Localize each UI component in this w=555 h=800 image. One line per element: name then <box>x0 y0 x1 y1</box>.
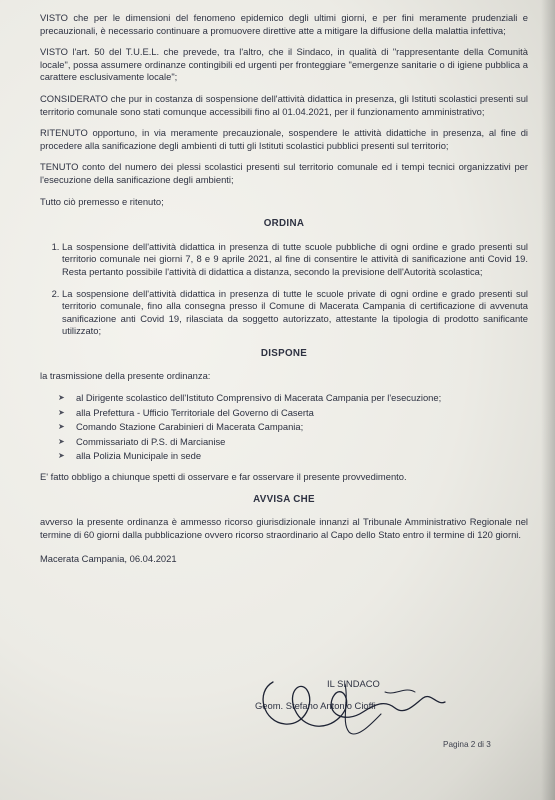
ordina-item-2: 2. La sospensione dell'attività didattica in presenza di tutte le scuole private di ogni ordine e grado presenti sul territorio comunale, fino alla consegna presso il Comune di Macerata Campania di certificazione di avvenuta sanificazione anti Covid 19, rilasciata da soggetto autorizzato, attestante la tipologia di prodotto sanificante utilizzato; <box>62 288 528 338</box>
place-date: Macerata Campania, 06.04.2021 <box>40 553 177 565</box>
recipient-item: ➤ alla Polizia Municipale in sede <box>58 450 202 462</box>
dispone-heading: DISPONE <box>260 347 308 359</box>
considerato-paragraph: CONSIDERATO che pur in costanza di sospensione dell'attività didattica in presenza, gli Istituti scolastici presenti sul territorio comunale sono stati comunque accessibili fino al 01.04.2021, per il funzionamento amministrativo; <box>40 92 528 117</box>
avvisa-heading: AVVISA CHE <box>253 493 315 505</box>
obbligo-paragraph: E' fatto obbligo a chiunque spetti di osservare e far osservare il presente provvedimento. <box>40 471 407 483</box>
recipient-item: ➤ Comando Stazione Carabinieri di Macerata Campania; <box>58 421 304 433</box>
edge-shadow <box>541 0 555 800</box>
mayor-name: Geom. Stefano Antonio Cioffi <box>255 700 376 711</box>
visto-paragraph-2: VISTO l'art. 50 del T.U.E.L. che prevede, tra l'altro, che il Sindaco, in qualità di "rappresentante della Comunità locale", possa assumere ordinanze contingibili ed urgenti per fronteggiare "emergenze sanitarie o di igiene pubblica a carattere esclusivamente locale"; <box>40 46 528 83</box>
dispone-intro: la trasmissione della presente ordinanza: <box>40 370 211 382</box>
premesso-paragraph: Tutto ciò premesso e ritenuto; <box>40 195 164 207</box>
arrow-bullet-icon: ➤ <box>58 407 65 417</box>
mayor-title: IL SINDACO <box>327 678 380 689</box>
arrow-bullet-icon: ➤ <box>58 422 65 432</box>
recipient-item: ➤ alla Prefettura - Ufficio Territoriale del Governo di Caserta <box>58 406 314 418</box>
recipient-item: ➤ Commissariato di P.S. di Marcianise <box>58 435 226 447</box>
recipient-list <box>40 392 528 463</box>
ordina-list <box>40 241 528 338</box>
ritenuto-paragraph: RITENUTO opportuno, in via meramente precauzionale, sospendere le attività didattiche in presenza, al fine di procedere alla sanificazione degli ambienti di tutti gli Istituti scolastici pubblici presenti sul territorio; <box>40 127 528 151</box>
ordina-heading: ORDINA <box>263 218 305 230</box>
arrow-bullet-icon: ➤ <box>58 393 65 403</box>
arrow-bullet-icon: ➤ <box>58 451 65 461</box>
arrow-bullet-icon: ➤ <box>58 436 65 446</box>
avvisa-paragraph: avverso la presente ordinanza è ammesso ricorso giurisdizionale innanzi al Tribunale Amministrativo Regionale nel termine di 60 giorni dalla pubblicazione ovvero ricorso straordinario al Capo dello Stato entro il termine di 120 giorni. <box>40 516 528 540</box>
page-number: Pagina 2 di 3 <box>443 740 491 749</box>
visto-paragraph-1: VISTO che per le dimensioni del fenomeno epidemico degli ultimi giorni, e per fini meramente prudenziali e precauzionali, è necessario continuare a promuovere direttive atte a mitigare la diffusione della malattia infettiva; <box>40 12 528 36</box>
recipient-item: ➤ al Dirigente scolastico dell'Istituto Comprensivo di Macerata Campania per l'esecuzione; <box>58 392 442 404</box>
ordina-item-1: 1. La sospensione dell'attività didattica in presenza di tutte scuole pubbliche di ogni ordine e grado presenti sul territorio comunale nei giorni 7, 8 e 9 aprile 2021, al fine di consentire le attività di sanificazione anti Covid 19. Resta pertanto possibile l'attività di didattica a distanza, secondo la previsione dell'Autorità scolastica; <box>62 241 528 279</box>
tenuto-paragraph: TENUTO conto del numero dei plessi scolastici presenti sul territorio comunale ed i tempi tecnici organizzativi per l'esecuzione della sanificazione degli ambienti; <box>40 161 528 185</box>
